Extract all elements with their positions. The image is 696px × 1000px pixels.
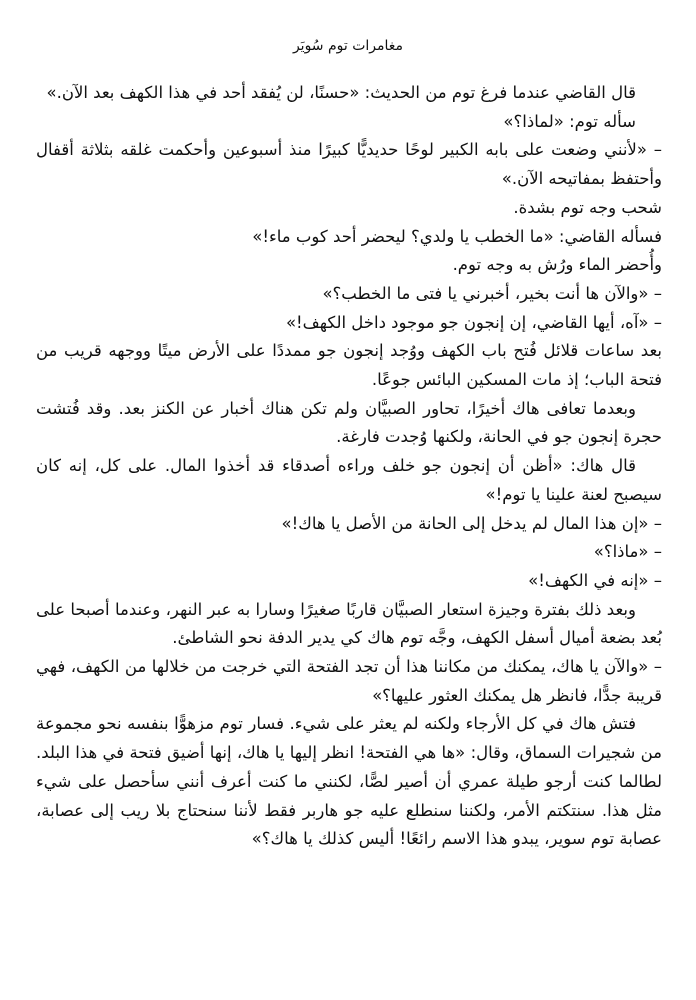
- paragraph: قال القاضي عندما فرغ توم من الحديث: «حسنًا، لن يُفقد أحد في هذا الكهف بعد الآن.»: [46, 83, 636, 102]
- paragraph: – «إنه في الكهف!»: [528, 570, 662, 590]
- chapter-body-text: [36, 79, 662, 854]
- paragraph: وبعدما تعافى هاك أخيرًا، تحاور الصبيَّان ولم تكن هناك أخبار عن الكنز بعد. وقد فُتشت حجرة إنجون جو في الحانة، ولكنها وُجدت فارغة.: [36, 398, 662, 447]
- paragraph: – «والآن يا هاك، يمكنك من مكاننا هذا أن تجد الفتحة التي خرجت من خلالها من الكهف، فهي قريبة جدًّا، فانظر هل يمكنك العثور عليها؟»: [36, 657, 662, 705]
- paragraph: – «آه، أيها القاضي، إن إنجون جو موجود داخل الكهف!»: [285, 312, 662, 332]
- paragraph: وأُحضر الماء ورُش به وجه توم.: [452, 255, 662, 275]
- paragraph: قال هاك: «أظن أن إنجون جو خلف وراءه أصدقاء قد أخذوا المال. على كل، إنه كان سيصبح لعنة علينا يا توم!»: [36, 456, 662, 504]
- running-header-title: مغامرات توم سُويَر: [292, 38, 404, 54]
- paragraph: – «إن هذا المال لم يدخل إلى الحانة من الأصل يا هاك!»: [281, 513, 662, 533]
- paragraph: بعد ساعات قلائل فُتح باب الكهف ووُجد إنجون جو ممددًا على الأرض ميتًا ووجهه قريب من فتحة الباب؛ إذ مات المسكين البائس جوعًا.: [36, 341, 662, 390]
- paragraph: شحب وجه توم بشدة.: [513, 197, 662, 217]
- paragraph: – «والآن ها أنت بخير، أخبرني يا فتى ما الخطب؟»: [322, 283, 662, 303]
- paragraph: – «ماذا؟»: [593, 542, 662, 562]
- paragraph: فتش هاك في كل الأرجاء ولكنه لم يعثر على شيء. فسار توم مزهوًّا بنفسه نحو مجموعة من شجيرات السماق، وقال: «ها هي الفتحة! انظر إليها يا هاك، إنها أضيق فتحة في هذا البلد. لطالما كنت أرجو طيلة عمري أن أصير لصًّا، لكنني ما كنت أعرف أنني سأحصل على شيء مثل هذا. سنتكتم الأمر، ولكننا سنطلع عليه جو هاربر فقط لأننا سنحتاج بلا ريب إلى عصابة، عصابة توم سوير، يبدو هذا الاسم رائعًا! أليس كذلك يا هاك؟»: [36, 714, 662, 849]
- paragraph: وبعد ذلك بفترة وجيزة استعار الصبيَّان قاربًا صغيرًا وسارا به عبر النهر، وعندما أصبحا على بُعد بضعة أميال أسفل الكهف، وجَّه توم هاك كي يدير الدفة نحو الشاطئ.: [36, 599, 662, 648]
- paragraph: سأله توم: «لماذا؟»: [503, 111, 636, 131]
- paragraph: – «لأنني وضعت على بابه الكبير لوحًا حديديًّا كبيرًا منذ أسبوعين وأحكمت غلقه بثلاثة أقفال وأحتفظ بمفاتيحه الآن.»: [36, 140, 662, 189]
- paragraph: فسأله القاضي: «ما الخطب يا ولدي؟ ليحضر أحد كوب ماء!»: [252, 226, 662, 246]
